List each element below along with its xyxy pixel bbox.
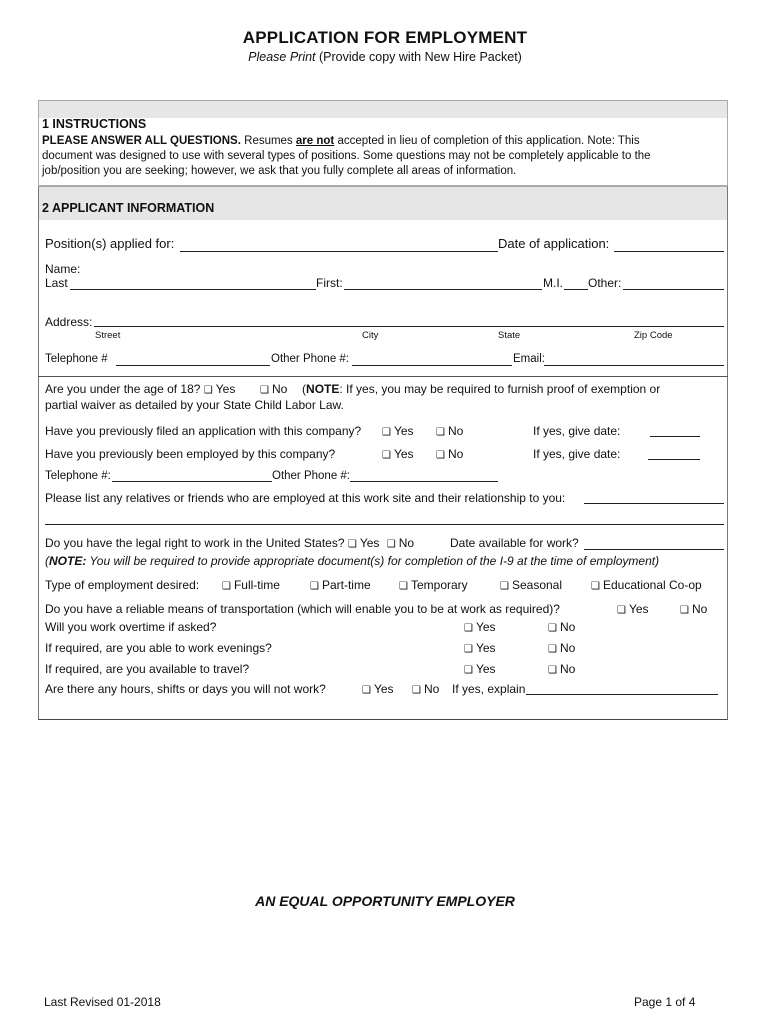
first-name-field[interactable] bbox=[344, 289, 542, 290]
instructions-heading: 1 INSTRUCTIONS bbox=[42, 117, 147, 131]
age-question-row bbox=[45, 382, 725, 396]
other-phone-field[interactable] bbox=[352, 365, 512, 366]
last-name-field[interactable] bbox=[70, 289, 316, 290]
relatives-field-line-2[interactable] bbox=[45, 524, 724, 525]
last-label: Last bbox=[45, 276, 68, 290]
i9-note bbox=[45, 554, 659, 568]
instructions-text-a: Resumes bbox=[240, 135, 296, 147]
filed-no-label: No bbox=[447, 424, 464, 438]
instructions-bold-lead: PLEASE ANSWER ALL QUESTIONS. bbox=[42, 135, 241, 147]
telephone-label: Telephone # bbox=[45, 353, 108, 365]
type-temporary-option[interactable] bbox=[399, 578, 468, 592]
equal-opportunity-statement: AN EQUAL OPPORTUNITY EMPLOYER bbox=[255, 893, 515, 909]
transport-question: Do you have a reliable means of transportation (which will enable you to be at work as required)? bbox=[45, 602, 560, 616]
overtime-yes-label: Yes bbox=[475, 620, 496, 634]
employed-question: Have you previously been employed by this company? bbox=[45, 447, 336, 461]
instructions-text-b: accepted in lieu of completion of this application. Note: This bbox=[334, 135, 640, 147]
applicant-heading: 2 APPLICANT INFORMATION bbox=[42, 201, 215, 215]
evenings-question: If required, are you able to work evenings? bbox=[45, 641, 272, 655]
type-coop-label: Educational Co-op bbox=[602, 578, 702, 592]
divider-1 bbox=[38, 376, 728, 377]
age-no-checkbox[interactable]: ❑ bbox=[260, 385, 269, 396]
evenings-no-label: No bbox=[559, 641, 576, 655]
transport-no-option[interactable] bbox=[680, 602, 707, 616]
age-yes-checkbox[interactable]: ❑ bbox=[203, 385, 213, 396]
filed-no-option[interactable] bbox=[436, 424, 463, 438]
filed-date-label: If yes, give date: bbox=[533, 424, 621, 438]
name-label: Name: bbox=[45, 262, 81, 276]
other-phone2-field[interactable] bbox=[350, 481, 498, 482]
transport-yes-option[interactable] bbox=[617, 602, 649, 616]
hours-yes-label: Yes bbox=[373, 682, 394, 696]
age-note-open: ( bbox=[302, 382, 307, 396]
type-seasonal-option[interactable] bbox=[500, 578, 562, 592]
address-label: Address: bbox=[45, 315, 93, 329]
employed-yes-label: Yes bbox=[393, 447, 414, 461]
evenings-no-option[interactable] bbox=[548, 641, 575, 655]
travel-yes-option[interactable] bbox=[464, 662, 496, 676]
filed-date-field[interactable] bbox=[650, 436, 700, 437]
telephone2-label: Telephone #: bbox=[45, 470, 111, 482]
travel-question: If required, are you available to travel? bbox=[45, 662, 250, 676]
legal-yes-label: Yes bbox=[359, 536, 380, 550]
other-phone2-label: Other Phone #: bbox=[272, 470, 350, 482]
type-fulltime-option[interactable] bbox=[222, 578, 280, 592]
hours-no-checkbox[interactable]: ❑ bbox=[412, 685, 421, 696]
type-fulltime-label: Full-time bbox=[233, 578, 280, 592]
explain-field[interactable] bbox=[526, 694, 718, 695]
employed-no-label: No bbox=[447, 447, 464, 461]
explain-label: If yes, explain bbox=[452, 682, 526, 696]
filed-yes-option[interactable] bbox=[382, 424, 414, 438]
i9-note-bold: NOTE: bbox=[49, 554, 87, 568]
age-note-bold: NOTE bbox=[306, 382, 340, 396]
instructions-line-3: job/position you are seeking; however, we ask that you fully complete all areas of information. bbox=[42, 165, 517, 177]
employed-yes-checkbox[interactable]: ❑ bbox=[382, 450, 391, 461]
other-name-field[interactable] bbox=[623, 289, 724, 290]
email-label: Email: bbox=[513, 353, 545, 365]
telephone-field[interactable] bbox=[116, 365, 270, 366]
other-name-label: Other: bbox=[588, 276, 622, 290]
employment-type-label: Type of employment desired: bbox=[45, 578, 200, 592]
email-field[interactable] bbox=[544, 365, 724, 366]
travel-yes-label: Yes bbox=[475, 662, 496, 676]
page-title: APPLICATION FOR EMPLOYMENT bbox=[242, 28, 528, 47]
type-temporary-checkbox[interactable]: ❑ bbox=[399, 581, 408, 592]
date-application-label: Date of application: bbox=[498, 236, 610, 251]
age-yes-label: Yes bbox=[215, 382, 236, 396]
position-label: Position(s) applied for: bbox=[45, 236, 175, 251]
age-question: Are you under the age of 18? bbox=[45, 382, 201, 396]
first-label: First: bbox=[316, 276, 343, 290]
position-field[interactable] bbox=[180, 251, 498, 252]
filed-yes-checkbox[interactable]: ❑ bbox=[382, 427, 391, 438]
age-no-label: No bbox=[272, 382, 288, 396]
overtime-yes-checkbox[interactable]: ❑ bbox=[464, 623, 473, 634]
filed-question: Have you previously filed an application with this company? bbox=[45, 424, 362, 438]
subtitle-rest: (Provide copy with New Hire Packet) bbox=[315, 50, 522, 64]
employed-date-label: If yes, give date: bbox=[533, 447, 621, 461]
overtime-no-label: No bbox=[559, 620, 576, 634]
hours-yes-checkbox[interactable]: ❑ bbox=[362, 685, 371, 696]
date-application-field[interactable] bbox=[614, 251, 724, 252]
evenings-yes-label: Yes bbox=[475, 641, 496, 655]
footer-revised: Last Revised 01-2018 bbox=[44, 995, 161, 1009]
type-fulltime-checkbox[interactable]: ❑ bbox=[222, 581, 231, 592]
page-subtitle bbox=[0, 50, 770, 64]
age-note-text: : If yes, you may be required to furnish proof of exemption or bbox=[339, 382, 661, 396]
date-available-label: Date available for work? bbox=[450, 536, 579, 550]
telephone2-field[interactable] bbox=[112, 481, 272, 482]
type-parttime-option[interactable] bbox=[310, 578, 371, 592]
type-temporary-label: Temporary bbox=[410, 578, 468, 592]
filed-yes-label: Yes bbox=[393, 424, 414, 438]
overtime-no-option[interactable] bbox=[548, 620, 575, 634]
travel-yes-checkbox[interactable]: ❑ bbox=[464, 665, 473, 676]
hours-no-option[interactable] bbox=[412, 682, 439, 696]
date-available-field[interactable] bbox=[584, 549, 724, 550]
relatives-field[interactable] bbox=[584, 503, 724, 504]
legal-no-label: No bbox=[398, 536, 415, 550]
employed-no-checkbox[interactable]: ❑ bbox=[436, 450, 445, 461]
relatives-question: Please list any relatives or friends who are employed at this work site and their relationship to you: bbox=[45, 491, 566, 505]
travel-no-checkbox[interactable]: ❑ bbox=[548, 665, 557, 676]
type-coop-checkbox[interactable]: ❑ bbox=[591, 581, 600, 592]
type-parttime-label: Part-time bbox=[321, 578, 371, 592]
type-parttime-checkbox[interactable]: ❑ bbox=[310, 581, 319, 592]
hours-no-label: No bbox=[423, 682, 440, 696]
evenings-no-checkbox[interactable]: ❑ bbox=[548, 644, 557, 655]
address-city-caption: City bbox=[362, 330, 379, 341]
transport-yes-checkbox[interactable]: ❑ bbox=[617, 605, 626, 616]
other-phone-label: Other Phone #: bbox=[271, 353, 349, 365]
type-coop-option[interactable] bbox=[591, 578, 702, 592]
legal-question: Do you have the legal right to work in the United States? bbox=[45, 536, 345, 550]
mi-field[interactable] bbox=[564, 289, 588, 290]
mi-label: M.I. bbox=[543, 276, 563, 290]
hours-question: Are there any hours, shifts or days you will not work? bbox=[45, 682, 326, 696]
instructions-line-1 bbox=[42, 135, 722, 147]
instructions-are-not: are not bbox=[295, 135, 335, 147]
i9-note-open: ( bbox=[45, 554, 49, 568]
type-seasonal-label: Seasonal bbox=[511, 578, 563, 592]
overtime-no-checkbox[interactable]: ❑ bbox=[548, 623, 557, 634]
hours-yes-option[interactable] bbox=[362, 682, 394, 696]
address-state-caption: State bbox=[498, 330, 521, 341]
filed-no-checkbox[interactable]: ❑ bbox=[436, 427, 445, 438]
transport-no-checkbox[interactable]: ❑ bbox=[680, 605, 689, 616]
overtime-question: Will you work overtime if asked? bbox=[45, 620, 217, 634]
legal-no-checkbox[interactable]: ❑ bbox=[386, 539, 396, 550]
age-note-line-2: partial waiver as detailed by your State Child Labor Law. bbox=[45, 398, 344, 412]
footer-page-number: Page 1 of 4 bbox=[634, 995, 696, 1009]
type-seasonal-checkbox[interactable]: ❑ bbox=[500, 581, 509, 592]
legal-row bbox=[45, 536, 414, 550]
overtime-yes-option[interactable] bbox=[464, 620, 496, 634]
address-zip-caption: Zip Code bbox=[634, 330, 673, 341]
address-field[interactable] bbox=[94, 326, 724, 327]
employed-date-field[interactable] bbox=[648, 459, 700, 460]
transport-no-label: No bbox=[691, 602, 708, 616]
address-street-caption: Street bbox=[95, 330, 121, 341]
evenings-yes-option[interactable] bbox=[464, 641, 496, 655]
employed-yes-option[interactable] bbox=[382, 447, 414, 461]
i9-note-text: You will be required to provide appropriate document(s) for completion of the I-9 at the time of employment) bbox=[86, 554, 660, 568]
subtitle-please-print: Please Print bbox=[248, 50, 316, 64]
travel-no-label: No bbox=[559, 662, 576, 676]
transport-yes-label: Yes bbox=[628, 602, 649, 616]
evenings-yes-checkbox[interactable]: ❑ bbox=[464, 644, 473, 655]
employed-no-option[interactable] bbox=[436, 447, 463, 461]
legal-yes-checkbox[interactable]: ❑ bbox=[347, 539, 357, 550]
instructions-line-2: document was designed to use with several types of positions. Some questions may not be completely applicable to the bbox=[42, 150, 651, 162]
travel-no-option[interactable] bbox=[548, 662, 575, 676]
